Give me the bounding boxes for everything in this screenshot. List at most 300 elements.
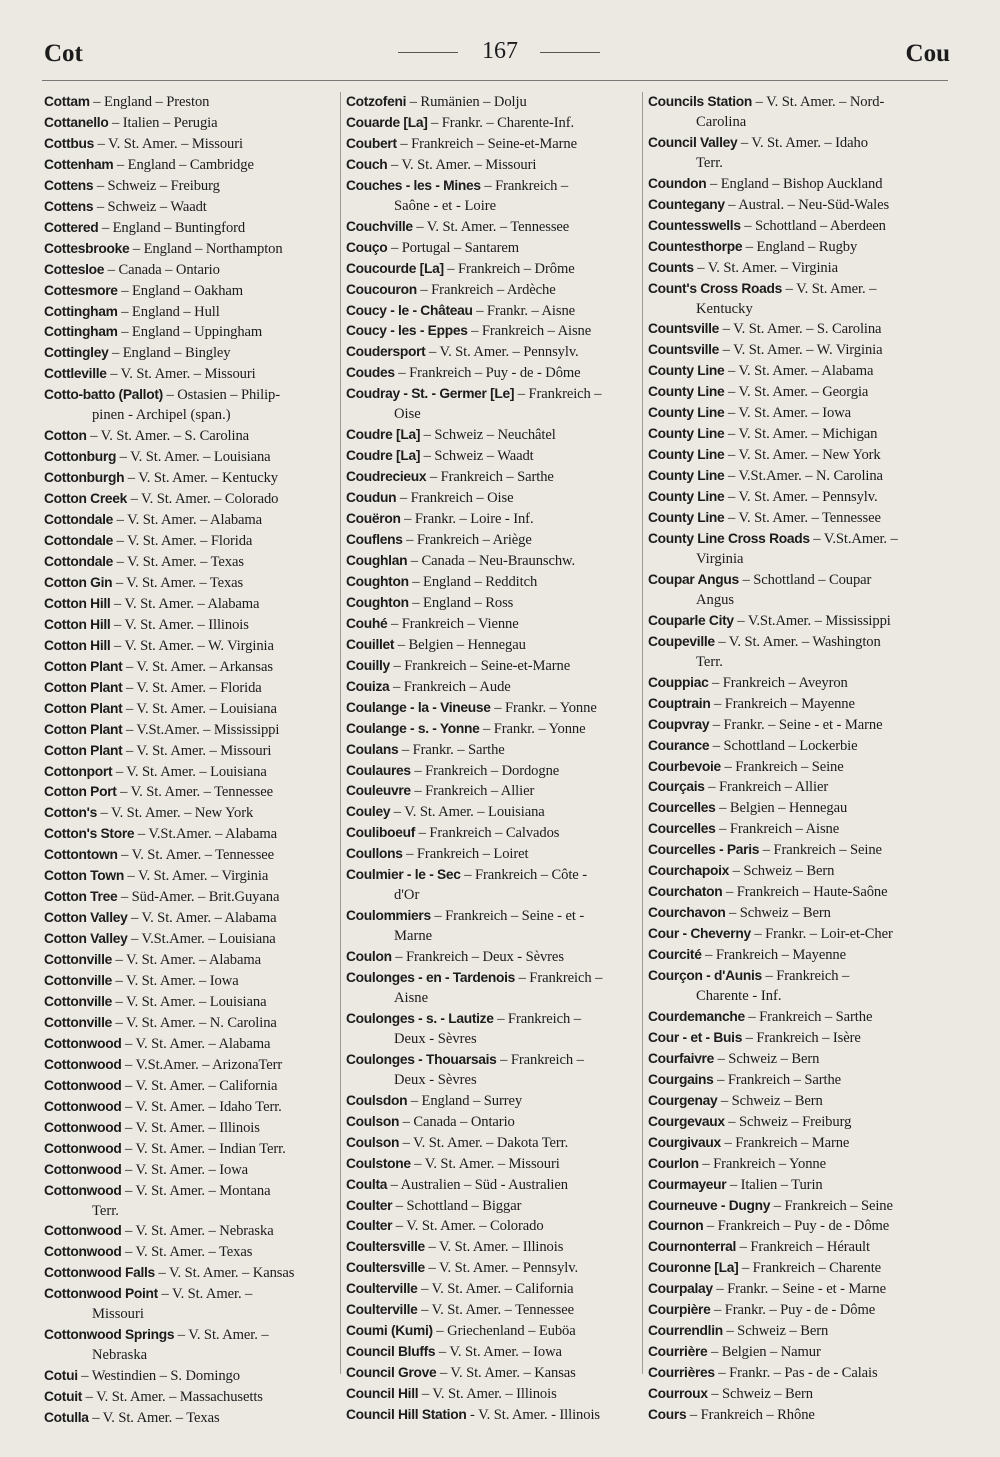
gazetteer-entry <box>44 260 336 281</box>
place-name: Cotton Tree <box>44 889 118 905</box>
place-name: Cottbus <box>44 135 95 151</box>
place-location: – Italien – Perugia <box>108 114 218 131</box>
gazetteer-entry <box>346 238 638 259</box>
place-name: Couillet <box>346 636 395 652</box>
place-name: Cottingham <box>44 324 118 340</box>
place-location: – Frankreich – Sarthe <box>426 469 554 486</box>
gazetteer-entry <box>648 529 940 550</box>
place-name: Countegany <box>648 196 725 212</box>
place-location: – Frankreich – Seine - et - <box>430 908 585 925</box>
gazetteer-entry <box>648 508 940 529</box>
gazetteer-entry <box>44 239 336 260</box>
place-name: Coulterville <box>346 1302 418 1318</box>
place-location: – Frankreich – Charente <box>738 1260 882 1277</box>
place-location: – England – Preston <box>89 94 210 110</box>
gazetteer-entry <box>346 802 638 823</box>
place-name: Coulstone <box>346 1155 411 1171</box>
gazetteer-entry <box>346 593 638 614</box>
place-name: Cottleville <box>44 366 107 382</box>
gazetteer-entry <box>346 217 638 238</box>
place-name: Cottonwood <box>44 1035 122 1051</box>
place-location: – Frankr. – Aisne <box>472 302 576 319</box>
place-location: – V. St. Amer. – Nebraska <box>121 1223 274 1240</box>
place-location: – V. St. Amer. – Florida <box>122 679 262 696</box>
place-name: Coulon <box>346 949 392 965</box>
place-location: – V. St. Amer. – Michigan <box>724 426 878 443</box>
place-name: County Line <box>648 384 725 400</box>
gazetteer-column-1 <box>44 92 336 1429</box>
gazetteer-entry <box>648 861 940 882</box>
place-name: Couch <box>346 156 388 172</box>
entry-continuation: Saône - et - Loire <box>394 197 497 214</box>
gazetteer-entry <box>346 425 638 446</box>
place-location: – Schweiz – Freiburg <box>93 177 220 194</box>
place-name: Coupvray <box>648 716 710 732</box>
place-location: - V. St. Amer. - Illinois <box>466 1407 600 1424</box>
place-name: Coudersport <box>346 344 426 360</box>
place-name: Coupeville <box>648 633 715 649</box>
gazetteer-entry <box>44 1221 336 1242</box>
place-location: – V. St. Amer. – Louisiana <box>112 763 267 780</box>
place-location: – V. St. Amer. – Virginia <box>123 868 269 885</box>
place-name: Courgevaux <box>648 1113 725 1129</box>
place-name: Cour - et - Buis <box>648 1029 743 1045</box>
gazetteer-entry <box>648 1028 940 1049</box>
gazetteer-entry <box>648 237 940 258</box>
place-name: Courrière <box>648 1344 708 1360</box>
gazetteer-entry <box>44 782 336 803</box>
place-location: – Frankr. – Pas - de - Calais <box>714 1365 878 1382</box>
entry-continuation: Nebraska <box>92 1347 148 1364</box>
place-location: – V. St. Amer. – Missouri <box>106 366 256 383</box>
place-location: – Schweiz – Bern <box>717 1092 823 1109</box>
place-name: Coultersville <box>346 1260 425 1276</box>
place-location: – Frankreich – Allier <box>410 783 535 800</box>
gazetteer-entry <box>648 570 940 591</box>
gazetteer-entry <box>44 741 336 762</box>
place-name: Cottesmore <box>44 282 118 298</box>
place-location: – Frankreich – Ardèche <box>416 281 556 298</box>
place-name: Cottondale <box>44 512 114 528</box>
place-location: – V. St. Amer. – Tennessee <box>417 1302 574 1319</box>
gazetteer-entry <box>648 1363 940 1384</box>
gazetteer-entry <box>346 467 638 488</box>
place-name: Couarde [La] <box>346 114 428 130</box>
place-name: Cotton's Store <box>44 826 135 842</box>
place-location: – Frankr. – Seine - et - Marne <box>709 716 883 733</box>
place-location: – Frankr. – Sarthe <box>398 741 505 758</box>
place-location: – Westindien – S. Domingo <box>77 1368 240 1385</box>
place-name: Cottonwood <box>44 1056 122 1072</box>
gazetteer-entry <box>44 1181 336 1202</box>
place-location: – V. St. Amer. – W. Virginia <box>719 342 883 359</box>
place-name: Courçon - d'Aunis <box>648 968 762 984</box>
place-location: – V. St. Amer. – Colorado <box>127 491 279 508</box>
place-location: – V. St. Amer. – Nord- <box>752 94 885 110</box>
gazetteer-entry <box>346 1133 638 1154</box>
gazetteer-entry <box>346 342 638 363</box>
gazetteer-entry <box>648 945 940 966</box>
gazetteer-column-3 <box>648 92 940 1426</box>
place-location: – England – Northampton <box>129 240 283 257</box>
place-name: Counts <box>648 259 694 275</box>
place-location: – V. St. Amer. – Missouri <box>94 135 243 152</box>
gazetteer-entry <box>346 740 638 761</box>
place-name: Cotton <box>44 428 87 444</box>
place-name: Cotui <box>44 1368 78 1384</box>
place-name: Cours <box>648 1407 687 1423</box>
place-name: Courcelles <box>648 821 716 837</box>
gazetteer-entry <box>346 1258 638 1279</box>
gazetteer-entry <box>44 302 336 323</box>
place-location: – Schottland – Biggar <box>392 1197 522 1214</box>
entry-continuation: Terr. <box>696 154 723 171</box>
place-name: Coulonges - en - Tardenois <box>346 970 516 986</box>
place-name: Couparle City <box>648 612 734 628</box>
place-location: – Belgien – Namur <box>707 1344 821 1361</box>
place-name: Countsville <box>648 342 720 358</box>
gazetteer-entry <box>648 382 940 403</box>
place-location: – Frankr. – Puy - de - Dôme <box>710 1302 876 1319</box>
place-location: – V. St. Amer. – New York <box>97 805 254 822</box>
gazetteer-entry <box>648 736 940 757</box>
entry-continuation: d'Or <box>394 887 420 904</box>
column-divider <box>642 92 643 1374</box>
place-location: – Frankreich – Aveyron <box>708 674 848 691</box>
entry-continuation: Deux - Sèvres <box>394 1030 477 1047</box>
gazetteer-entry <box>346 134 638 155</box>
gazetteer-entry <box>346 572 638 593</box>
gazetteer-entry <box>648 92 940 113</box>
place-location: – Frankreich – <box>514 386 602 403</box>
place-location: – V. St. Amer. – Iowa <box>435 1344 562 1361</box>
place-location: – V.St.Amer. – Louisiana <box>127 931 276 948</box>
place-name: Couëron <box>346 511 401 527</box>
gazetteer-entry <box>44 1263 336 1284</box>
place-location: – V. St. Amer. – Tennessee <box>116 784 273 801</box>
gazetteer-entry <box>44 1387 336 1408</box>
place-location: – Frankreich – Mayenne <box>701 947 846 964</box>
place-name: Cottanello <box>44 114 109 130</box>
gazetteer-entry <box>44 971 336 992</box>
place-name: Courchapoix <box>648 863 730 879</box>
place-location: – V. St. Amer. – Florida <box>113 533 253 550</box>
place-name: County Line <box>648 447 725 463</box>
place-name: Councils Station <box>648 94 753 109</box>
place-location: – Frankreich – <box>761 968 850 985</box>
place-name: Cournonterral <box>648 1239 737 1255</box>
place-location: – Frankreich – Ariège <box>402 532 532 549</box>
place-name: Courchavon <box>648 905 726 921</box>
place-name: Cotton Hill <box>44 637 111 653</box>
place-location: – Canada – Ontario <box>104 261 220 278</box>
place-name: Courrendlin <box>648 1323 723 1339</box>
gazetteer-entry <box>648 924 940 945</box>
gazetteer-entry <box>346 155 638 176</box>
place-name: Council Valley <box>648 134 738 150</box>
running-head-left: Cot <box>44 40 83 67</box>
place-location: – V. St. Amer. – Texas <box>121 1244 253 1261</box>
header-rule-right <box>540 52 600 53</box>
gazetteer-entry <box>44 113 336 134</box>
place-name: Courcité <box>648 947 702 963</box>
gazetteer-entry <box>648 1133 940 1154</box>
place-name: Coulonges - Thouarsais <box>346 1051 497 1067</box>
place-name: Cottonwood Falls <box>44 1265 155 1281</box>
place-name: Coudre [La] <box>346 427 421 443</box>
place-name: Cottonwood <box>44 1098 122 1114</box>
gazetteer-entry <box>648 673 940 694</box>
gazetteer-entry <box>346 1091 638 1112</box>
entry-continuation: Missouri <box>92 1306 144 1323</box>
gazetteer-entry <box>44 1160 336 1181</box>
entry-continuation: Marne <box>394 928 433 945</box>
place-location: – Frankreich – Puy - de - Dôme <box>703 1218 890 1235</box>
gazetteer-entry <box>44 1118 336 1139</box>
place-location: – V. St. Amer. – Kansas <box>436 1365 576 1382</box>
entry-continuation: Terr. <box>92 1202 119 1219</box>
place-name: County Line <box>648 468 725 484</box>
gazetteer-entry <box>346 1154 638 1175</box>
place-name: Coucy - les - Eppes <box>346 323 468 339</box>
place-location: – V. St. Amer. – S. Carolina <box>86 428 250 445</box>
place-location: – Schweiz – Neuchâtel <box>420 427 556 444</box>
place-location: – Austral. – Neu-Süd-Wales <box>724 196 890 213</box>
place-location: – V. St. Amer. – <box>157 1286 253 1303</box>
place-location: – Frankreich – Marne <box>720 1134 850 1151</box>
gazetteer-column-2 <box>346 92 638 1426</box>
gazetteer-entry <box>44 134 336 155</box>
place-name: Coulterville <box>346 1281 418 1297</box>
gazetteer-entry <box>648 424 940 445</box>
place-location: – Frankreich – Rhône <box>686 1407 815 1424</box>
place-location: – Italien – Turin <box>726 1176 823 1193</box>
gazetteer-entry <box>44 1034 336 1055</box>
place-location: – V. St. Amer. – Tennessee <box>724 510 881 527</box>
gazetteer-entry <box>44 343 336 364</box>
gazetteer-entry <box>346 530 638 551</box>
gazetteer-entry <box>648 174 940 195</box>
gazetteer-entry <box>346 635 638 656</box>
gazetteer-entry <box>346 1321 638 1342</box>
place-location: – V. St. Amer. – <box>174 1327 269 1344</box>
gazetteer-entry <box>44 1055 336 1076</box>
gazetteer-entry <box>346 1342 638 1363</box>
place-location: – V. St. Amer. – Pennsylv. <box>724 489 878 506</box>
place-location: – Frankreich – Calvados <box>415 825 560 842</box>
gazetteer-entry <box>648 1216 940 1237</box>
gazetteer-entry <box>346 384 638 405</box>
column-divider <box>340 92 341 1374</box>
entry-continuation: Deux - Sèvres <box>394 1071 477 1088</box>
place-location: – Frankreich – Sarthe <box>713 1071 842 1088</box>
gazetteer-entry <box>44 447 336 468</box>
place-location: – Frankreich – Aude <box>389 678 511 695</box>
place-location: – V. St. Amer. – Illinois <box>424 1239 564 1256</box>
place-location: – V. St. Amer. – Louisiana <box>111 993 267 1010</box>
place-location: – Frankreich – Mayenne <box>710 695 855 712</box>
gazetteer-entry <box>346 280 638 301</box>
place-location: – V. St. Amer. – Illinois <box>110 616 249 633</box>
gazetteer-entry <box>648 403 940 424</box>
gazetteer-entry <box>346 1050 638 1071</box>
place-name: County Line <box>648 426 725 442</box>
gazetteer-entry <box>44 908 336 929</box>
place-location: – England – Buntingford <box>98 219 246 236</box>
place-name: Cotton Plant <box>44 679 123 695</box>
place-name: Coulson <box>346 1113 400 1129</box>
place-name: Coullons <box>346 846 403 862</box>
gazetteer-entry <box>648 258 940 279</box>
gazetteer-entry <box>346 321 638 342</box>
place-name: Cottondale <box>44 533 114 549</box>
place-name: Cottonwood <box>44 1161 122 1177</box>
place-name: Cottonville <box>44 1014 112 1030</box>
place-location: – V. St. Amer. – New York <box>724 447 881 464</box>
gazetteer-entry <box>346 551 638 572</box>
place-location: – Schweiz – Bern <box>725 905 831 922</box>
place-location: – V. St. Amer. – Illinois <box>121 1119 260 1136</box>
place-name: Cotton Creek <box>44 491 128 507</box>
place-location: – V. St. Amer. – Illinois <box>418 1386 557 1403</box>
place-name: Cottesloe <box>44 261 105 277</box>
place-name: Cotto-batto (Pallot) <box>44 387 163 403</box>
place-location: – Canada – Ontario <box>399 1113 515 1130</box>
place-name: Cotzofeni <box>346 94 407 109</box>
gazetteer-entry <box>346 865 638 886</box>
place-name: Cottonwood <box>44 1077 122 1093</box>
place-name: Coulta <box>346 1176 388 1192</box>
entry-continuation: Angus <box>696 591 735 608</box>
place-name: Coulmier - le - Sec <box>346 867 461 883</box>
place-location: – V. St. Amer. – California <box>121 1077 278 1094</box>
place-name: Coudun <box>346 490 397 506</box>
place-location: – Frankreich – <box>515 970 603 987</box>
place-location: – Schottland – Coupar <box>738 571 872 588</box>
gazetteer-entry <box>648 466 940 487</box>
place-location: – Frankreich – Dordogne <box>410 762 560 779</box>
gazetteer-entry <box>346 259 638 280</box>
place-location: – V.St.Amer. – <box>809 531 898 548</box>
place-location: – V. St. Amer. – Georgia <box>724 384 869 401</box>
place-name: Coulommiers <box>346 908 431 924</box>
gazetteer-entry <box>648 819 940 840</box>
place-location: – V. St. Amer. – California <box>417 1281 574 1298</box>
gazetteer-entry <box>44 155 336 176</box>
place-location: – Schottland – Lockerbie <box>709 737 858 754</box>
gazetteer-entry <box>44 887 336 908</box>
place-location: – V. St. Amer. – Tennessee <box>117 847 275 864</box>
place-name: Cottonville <box>44 973 112 989</box>
place-location: – Frankr. – Seine - et - Marne <box>712 1281 886 1298</box>
place-name: Cotton Hill <box>44 595 111 611</box>
place-name: Couley <box>346 804 391 820</box>
entry-continuation: pinen - Archipel (span.) <box>92 407 231 424</box>
header-rule-left <box>398 52 458 53</box>
place-location: – Frankreich – Puy - de - Dôme <box>394 365 581 382</box>
place-location: – V.St.Amer. – ArizonaTerr <box>121 1056 283 1073</box>
place-name: Courchaton <box>648 884 723 900</box>
place-location: – Belgien – Hennegau <box>715 800 848 817</box>
place-name: Courgivaux <box>648 1134 721 1150</box>
gazetteer-entry <box>346 1279 638 1300</box>
place-name: Courcelles <box>648 800 716 816</box>
place-location: – V. St. Amer. – Idaho Terr. <box>121 1098 282 1115</box>
gazetteer-entry <box>648 319 940 340</box>
place-location: – V. St. Amer. – Kentucky <box>124 470 278 487</box>
place-name: Cottonburg <box>44 449 117 465</box>
gazetteer-entry <box>346 614 638 635</box>
gazetteer-entry <box>44 322 336 343</box>
place-location: – Frankreich – <box>493 1010 581 1027</box>
gazetteer-entry <box>648 632 940 653</box>
place-name: Cotton Plant <box>44 742 123 758</box>
place-location: – Frankreich – Seine-et-Marne <box>396 135 577 152</box>
place-location: – Frankreich – Sarthe <box>744 1008 873 1025</box>
place-name: Cottonwood <box>44 1140 122 1156</box>
place-location: – V. St. Amer. – Kansas <box>154 1265 295 1282</box>
gazetteer-entry <box>44 218 336 239</box>
place-location: – England – Bishop Auckland <box>706 175 883 192</box>
gazetteer-entry <box>648 1070 940 1091</box>
place-name: Coumi (Kumi) <box>346 1323 433 1339</box>
gazetteer-entry <box>346 92 638 113</box>
running-head-right: Cou <box>905 40 950 67</box>
place-name: County Line Cross Roads <box>648 531 810 547</box>
place-location: – V. St. Amer. – Louisiana <box>122 700 277 717</box>
gazetteer-entry <box>648 1384 940 1405</box>
place-location: – V. St. Amer. – Missouri <box>387 156 537 173</box>
place-location: – Frankreich – Aisne <box>715 821 840 838</box>
gazetteer-entry <box>346 1363 638 1384</box>
place-name: Cottondale <box>44 553 114 569</box>
place-name: Coucourde [La] <box>346 260 444 276</box>
place-location: – V. St. Amer. – Tennessee <box>412 218 570 235</box>
gazetteer-entry <box>346 1384 638 1405</box>
place-name: Couronne [La] <box>648 1260 739 1276</box>
gazetteer-entry <box>648 840 940 861</box>
place-name: Coughton <box>346 594 409 610</box>
place-name: Courfaivre <box>648 1050 715 1066</box>
place-name: Coundon <box>648 175 707 191</box>
place-name: Cottens <box>44 198 94 214</box>
gazetteer-entry <box>648 361 940 382</box>
place-name: Coudes <box>346 365 395 381</box>
place-name: Couliboeuf <box>346 825 416 841</box>
gazetteer-entry <box>648 195 940 216</box>
gazetteer-entry <box>44 699 336 720</box>
place-name: Courneuve - Dugny <box>648 1197 771 1213</box>
gazetteer-entry <box>648 445 940 466</box>
entry-continuation: Kentucky <box>696 300 753 317</box>
gazetteer-entry <box>648 1175 940 1196</box>
page-number: 167 <box>482 38 518 64</box>
place-location: – V. St. Amer. – Massachusetts <box>82 1389 263 1406</box>
place-location: – England – Ross <box>408 594 514 611</box>
place-location: – V. St. Amer. – Pennsylv. <box>425 344 579 361</box>
gazetteer-entry <box>44 1408 336 1429</box>
gazetteer-entry <box>346 906 638 927</box>
gazetteer-entry <box>44 1139 336 1160</box>
gazetteer-entry <box>44 762 336 783</box>
place-location: – V.St.Amer. – Alabama <box>134 826 277 843</box>
place-location: – Frankreich – Oise <box>396 490 514 507</box>
gazetteer-entry <box>648 1196 940 1217</box>
place-name: Courance <box>648 737 710 753</box>
entry-continuation: Terr. <box>696 653 723 670</box>
place-location: – V. St. Amer. – Iowa <box>724 405 852 422</box>
gazetteer-entry <box>648 1112 940 1133</box>
